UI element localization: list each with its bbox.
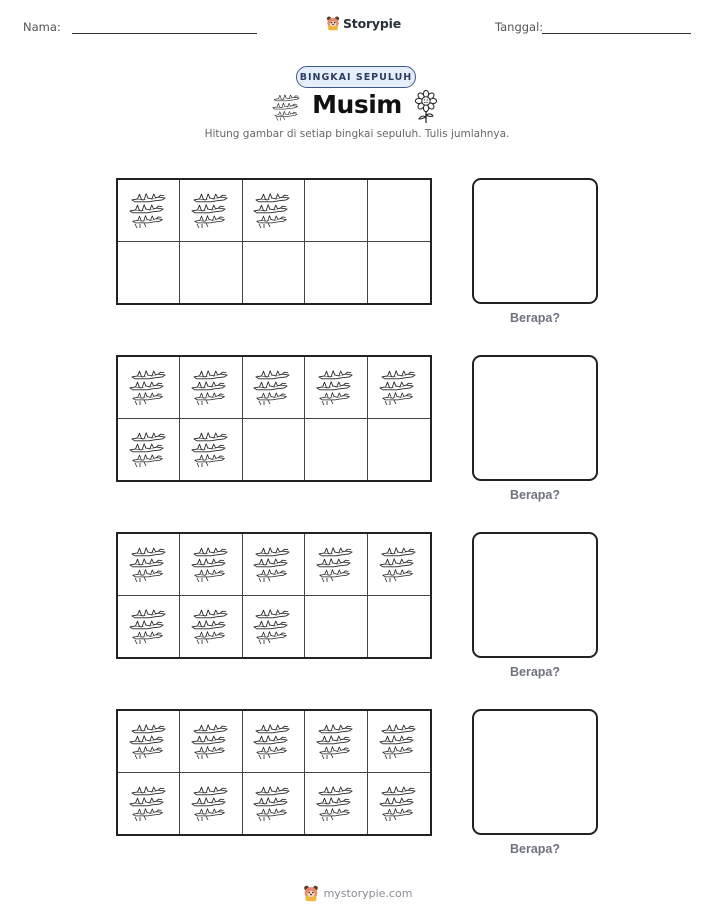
- ten-frame-cell: [118, 357, 180, 419]
- ten-frame: [116, 709, 432, 836]
- ten-frame: [116, 355, 432, 482]
- geese-flock-icon: [189, 783, 233, 823]
- ten-frame-cell: [368, 534, 430, 596]
- ten-frame-cell: [305, 419, 367, 481]
- answer-box[interactable]: [472, 355, 598, 481]
- ten-frame-cell: [368, 180, 430, 242]
- sunflower-icon: [414, 90, 438, 124]
- footer: [0, 884, 714, 902]
- geese-flock-icon: [377, 721, 421, 761]
- ten-frame-cell: [368, 596, 430, 658]
- ten-frame-cell: [305, 534, 367, 596]
- geese-flock-icon: [189, 367, 233, 407]
- geese-flock-icon: [314, 367, 358, 407]
- ten-frame-cell: [180, 357, 242, 419]
- answer-box[interactable]: [472, 532, 598, 658]
- ten-frame-cell: [180, 596, 242, 658]
- ten-frame-cell: [243, 357, 305, 419]
- geese-flock-icon: [127, 367, 171, 407]
- answer-label: Berapa?: [509, 488, 561, 502]
- geese-flock-icon: [189, 544, 233, 584]
- geese-flock-icon: [127, 190, 171, 230]
- ten-frame-cell: [118, 773, 180, 835]
- ten-frame-cell: [118, 596, 180, 658]
- ten-frame-cell: [243, 596, 305, 658]
- ten-frame-cell: [243, 711, 305, 773]
- name-label: Nama:: [23, 20, 61, 34]
- geese-flock-icon: [189, 429, 233, 469]
- geese-flock-icon: [251, 606, 295, 646]
- geese-flock-icon: [127, 429, 171, 469]
- geese-flock-icon: [127, 721, 171, 761]
- worksheet-type-badge: BINGKAI SEPULUH: [296, 66, 416, 88]
- ten-frame-cell: [368, 773, 430, 835]
- geese-flock-icon: [189, 190, 233, 230]
- ten-frame-cell: [180, 711, 242, 773]
- ten-frame-cell: [118, 242, 180, 304]
- brand-logo: [325, 12, 401, 34]
- storypie-mascot-icon: [325, 15, 341, 31]
- brand-name: Storypie: [343, 15, 401, 31]
- ten-frame-cell: [118, 534, 180, 596]
- geese-flock-icon: [314, 544, 358, 584]
- date-label: Tanggal:: [495, 20, 544, 34]
- geese-flock-icon: [127, 544, 171, 584]
- ten-frame-cell: [180, 180, 242, 242]
- answer-label: Berapa?: [509, 311, 561, 325]
- ten-frame-cell: [118, 419, 180, 481]
- ten-frame-cell: [118, 180, 180, 242]
- answer-box[interactable]: [472, 709, 598, 835]
- ten-frame-cell: [305, 711, 367, 773]
- geese-flock-icon: [127, 606, 171, 646]
- ten-frame-cell: [180, 773, 242, 835]
- ten-frame-cell: [180, 242, 242, 304]
- ten-frame-cell: [368, 711, 430, 773]
- geese-flock-icon: [314, 721, 358, 761]
- answer-label: Berapa?: [509, 665, 561, 679]
- answer-box[interactable]: [472, 178, 598, 304]
- ten-frame-cell: [305, 180, 367, 242]
- name-line[interactable]: [72, 33, 257, 34]
- ten-frame-cell: [180, 534, 242, 596]
- geese-flock-icon: [377, 783, 421, 823]
- ten-frame-cell: [368, 419, 430, 481]
- geese-flock-icon: [251, 721, 295, 761]
- ten-frame-cell: [243, 534, 305, 596]
- geese-flock-icon: [251, 544, 295, 584]
- ten-frame-cell: [305, 596, 367, 658]
- storypie-mascot-icon: [302, 884, 320, 902]
- ten-frame-cell: [243, 419, 305, 481]
- geese-flock-icon: [189, 606, 233, 646]
- ten-frame-cell: [305, 357, 367, 419]
- ten-frame-cell: [305, 773, 367, 835]
- ten-frame-cell: [243, 773, 305, 835]
- geese-flock-icon: [251, 367, 295, 407]
- ten-frame: [116, 532, 432, 659]
- ten-frame-cell: [368, 357, 430, 419]
- ten-frame-cell: [180, 419, 242, 481]
- ten-frame-cell: [243, 242, 305, 304]
- page-title: Musim: [312, 90, 402, 119]
- geese-flock-icon: [377, 544, 421, 584]
- ten-frame: [116, 178, 432, 305]
- geese-flock-icon: [251, 783, 295, 823]
- geese-flock-icon: [189, 721, 233, 761]
- footer-url: mystorypie.com: [323, 886, 413, 900]
- answer-label: Berapa?: [509, 842, 561, 856]
- ten-frame-cell: [368, 242, 430, 304]
- geese-flock-icon: [377, 367, 421, 407]
- instruction-text: Hitung gambar di setiap bingkai sepuluh. Tulis jumlahnya.: [204, 128, 510, 140]
- geese-flock-icon: [314, 783, 358, 823]
- ten-frame-cell: [243, 180, 305, 242]
- date-line[interactable]: [542, 33, 691, 34]
- ten-frame-cell: [118, 711, 180, 773]
- ten-frame-cell: [305, 242, 367, 304]
- geese-flock-icon: [270, 92, 304, 122]
- geese-flock-icon: [127, 783, 171, 823]
- geese-flock-icon: [251, 190, 295, 230]
